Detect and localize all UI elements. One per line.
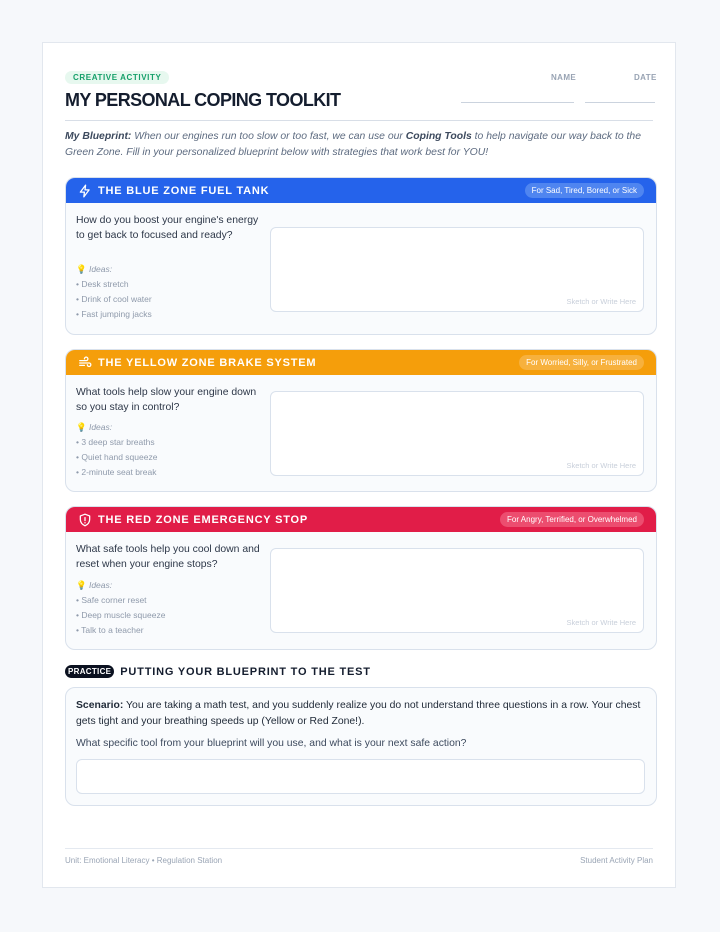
scenario-text xyxy=(76,698,646,729)
ideas-label: Ideas: xyxy=(88,264,113,274)
shield-alert-icon xyxy=(78,513,92,527)
lightbulb-icon: 💡 xyxy=(76,422,87,432)
date-label: DATE xyxy=(634,73,657,82)
yellow-zone-ideas xyxy=(76,420,157,480)
red-zone-question: What safe tools help you cool down and reset when your engine stops? xyxy=(76,544,260,570)
blue-zone-question: How do you boost your engine's energy to get back to focused and ready? xyxy=(76,215,259,241)
intro-bold: Coping Tools xyxy=(405,131,472,142)
yellow-zone-header xyxy=(66,350,656,375)
footer-unit: Unit: Emotional Literacy • Regulation Station xyxy=(65,856,223,865)
name-label: NAME xyxy=(551,73,577,82)
blue-zone-header xyxy=(66,178,656,203)
lightbulb-icon: 💡 xyxy=(76,264,87,274)
date-field[interactable] xyxy=(585,102,655,103)
yellow-zone-answer-box[interactable] xyxy=(270,391,644,476)
intro-lead: My Blueprint: xyxy=(65,131,132,142)
yellow-zone-question: What tools help slow your engine down so you stay in control? xyxy=(76,387,257,413)
footer-divider xyxy=(65,848,653,849)
yellow-zone-feelings-pill: For Worried, Silly, or Frustrated xyxy=(519,355,644,370)
footer-plan: Student Activity Plan xyxy=(580,856,653,865)
sketch-hint: Sketch or Write Here xyxy=(566,618,636,627)
worksheet-page xyxy=(42,42,676,888)
yellow-zone-title: THE YELLOW ZONE BRAKE SYSTEM xyxy=(98,356,317,369)
wind-icon xyxy=(78,356,92,370)
lightning-icon xyxy=(78,184,92,198)
idea-item: • Fast jumping jacks xyxy=(76,309,152,319)
sketch-hint: Sketch or Write Here xyxy=(566,297,636,306)
practice-heading xyxy=(65,665,371,678)
scenario-question: What specific tool from your blueprint will you use, and what is your next safe action? xyxy=(76,738,467,749)
red-zone-card xyxy=(65,506,657,650)
practice-title: PUTTING YOUR BLUEPRINT TO THE TEST xyxy=(120,665,371,678)
yellow-zone-card xyxy=(65,349,657,492)
practice-tag: PRACTICE xyxy=(65,665,114,678)
idea-item: • Desk stretch xyxy=(76,279,129,289)
idea-item: • 2-minute seat break xyxy=(76,467,157,477)
scenario-answer-box[interactable] xyxy=(76,759,645,794)
scenario-body: You are taking a math test, and you suddenly realize you do not understand three questions in a row. Your chest gets tight and your breathing speeds up (Yellow or Red Zone!). xyxy=(76,700,641,727)
intro-text-2: to help navigate our way back to the Green Zone. Fill in your personalized blueprint below with strategies that work best for YOU! xyxy=(65,131,641,158)
idea-item: • Talk to a teacher xyxy=(76,625,144,635)
blue-zone-ideas xyxy=(76,262,152,322)
intro-text xyxy=(65,129,650,161)
lightbulb-icon: 💡 xyxy=(76,580,87,590)
scenario-card xyxy=(65,687,657,806)
intro-text-1: When our engines run too slow or too fast, we can use our xyxy=(131,131,406,142)
scenario-label: Scenario: xyxy=(76,700,124,711)
page-title: MY PERSONAL COPING TOOLKIT xyxy=(65,90,341,110)
idea-item: • Deep muscle squeeze xyxy=(76,610,166,620)
sketch-hint: Sketch or Write Here xyxy=(566,461,636,470)
red-zone-title: THE RED ZONE EMERGENCY STOP xyxy=(98,513,309,526)
blue-zone-feelings-pill: For Sad, Tired, Bored, or Sick xyxy=(525,183,644,198)
idea-item: • Safe corner reset xyxy=(76,595,147,605)
red-zone-answer-box[interactable] xyxy=(270,548,644,633)
name-field[interactable] xyxy=(461,102,574,103)
header-divider xyxy=(65,120,653,121)
red-zone-ideas xyxy=(76,578,165,638)
ideas-label: Ideas: xyxy=(88,580,113,590)
red-zone-feelings-pill: For Angry, Terrified, or Overwhelmed xyxy=(500,512,644,527)
blue-zone-title: THE BLUE ZONE FUEL TANK xyxy=(98,184,270,197)
red-zone-header xyxy=(66,507,656,532)
idea-item: • 3 deep star breaths xyxy=(76,437,155,447)
ideas-label: Ideas: xyxy=(88,422,113,432)
idea-item: • Drink of cool water xyxy=(76,294,152,304)
blue-zone-card xyxy=(65,177,657,335)
activity-badge: CREATIVE ACTIVITY xyxy=(65,71,169,84)
blue-zone-answer-box[interactable] xyxy=(270,227,644,312)
idea-item: • Quiet hand squeeze xyxy=(76,452,158,462)
